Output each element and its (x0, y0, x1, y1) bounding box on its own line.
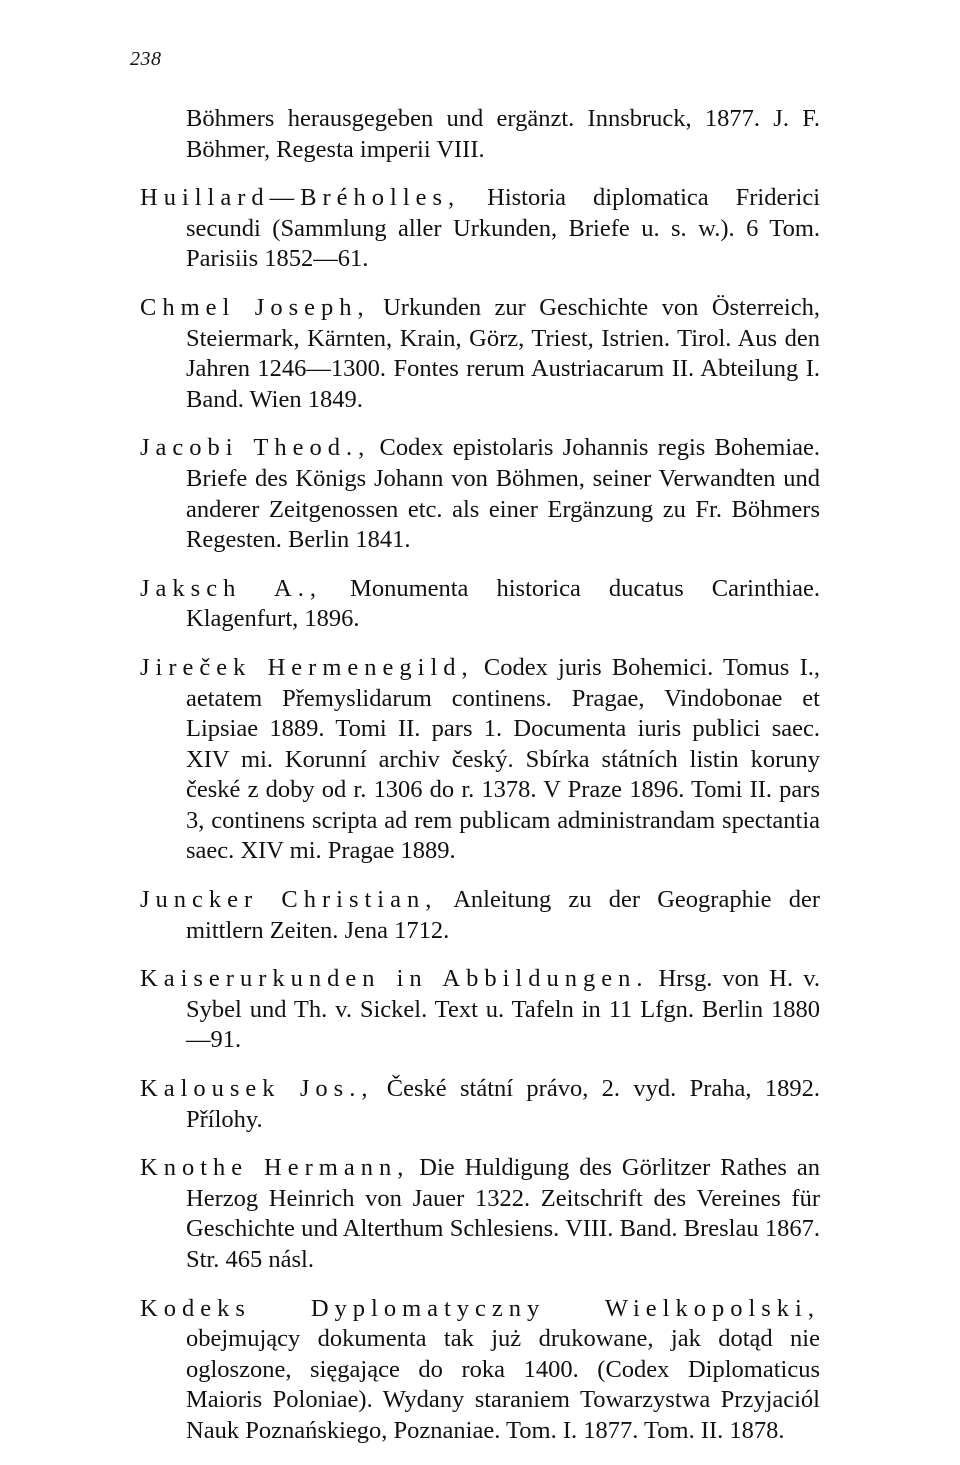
bibliography-list (140, 104, 820, 1465)
page-number: 238 (130, 48, 162, 70)
bibliography-entry (140, 885, 820, 946)
entry-text: Die Huldigung des Görlitzer Rathes an Herzog Heinrich von Jauer 1322. Zeitschrift des Vereines für Geschichte und Alterthum Schlesiens. VIII. Band. Breslau 1867. Str. 465 násl. (186, 1154, 820, 1273)
bibliography-entry (140, 293, 820, 415)
entry-author: Jireček Hermenegild, (140, 653, 474, 681)
entry-author: Kaiserurkunden in Abbildungen. (140, 965, 649, 993)
entry-author: Huillard—Bréholles, (140, 184, 461, 212)
bibliography-entry (140, 653, 820, 867)
entry-text: Urkunden zur Geschichte von Österreich, Steiermark, Kärnten, Krain, Görz, Triest, Istrien. Tirol. Aus den Jahren 1246—1300. Fontes rerum Austriacarum II. Abteilung I. Band. Wien 1849. (186, 293, 820, 413)
entry-author: Knothe Hermann, (140, 1154, 410, 1182)
bibliography-entry (140, 964, 820, 1056)
entry-text: Codex epistolaris Johannis regis Bohemiae. Briefe des Königs Johann von Böhmen, seiner Verwandten und anderer Zeitgenossen etc. als einer Ergänzung zu Fr. Böhmers Regesten. Berlin 1841. (186, 434, 820, 554)
entry-text: Codex juris Bohemici. Tomus I., aetatem Přemyslidarum continens. Pragae, Vindobonae et Lipsiae 1889. Tomi II. pars 1. Documenta iuris publici saec. XIV mi. Korunní archiv český. Sbírka státních listin koruny české z doby od r. 1306 do r. 1378. V Praze 1896. Tomi II. pars 3, continens scripta ad rem publicam administrandam spectantia saec. XIV mi. Pragae 1889. (186, 653, 820, 865)
bibliography-entry (140, 1074, 820, 1135)
entry-text: Anleitung zu der Geographie der mittlern Zeiten. Jena 1712. (186, 886, 820, 944)
entry-text: Böhmers herausgegeben und ergänzt. Innsbruck, 1877. J. F. Böhmer, Regesta imperii VIII. (186, 105, 820, 163)
entry-text: České státní právo, 2. vyd. Praha, 1892. Přílohy. (186, 1075, 820, 1133)
entry-author: Kalousek Jos., (140, 1075, 374, 1103)
entry-text: Monumenta historica ducatus Carinthiae. Klagenfurt, 1896. (186, 574, 820, 633)
bibliography-entry-continuation (140, 104, 820, 165)
entry-text: Historia diplomatica Friderici secundi (Sammlung aller Urkunden, Briefe u. s. w.). 6 Tom. Parisiis 1852—61. (186, 184, 820, 273)
entry-author: Chmel Joseph, (140, 293, 370, 321)
bibliography-entry (140, 1153, 820, 1275)
entry-author: Juncker Christian, (140, 886, 438, 914)
bibliography-entry (140, 574, 820, 635)
bibliography-entry (140, 183, 820, 275)
entry-author: Kodeks Dyplomatyczny Wielkopolski, (140, 1294, 820, 1322)
entry-author: Jaksch A., (140, 574, 322, 602)
entry-author: Jacobi Theod., (140, 434, 371, 462)
entry-text: Hrsg. von H. v. Sybel und Th. v. Sickel. Text u. Tafeln in 11 Lfgn. Berlin 1880—91. (186, 965, 820, 1054)
bibliography-entry (140, 1294, 820, 1447)
entry-text: obejmujący dokumenta tak już drukowane, jak dotąd nie ogloszone, sięgające do roka 1400. (Codex Diplomaticus Maioris Poloniae). Wydany staraniem Towarzystwa Przyjaciól Nauk Poznańskiego, Poznaniae. Tom. I. 1877. Tom. II. 1878. (186, 1325, 820, 1444)
bibliography-entry (140, 433, 820, 555)
